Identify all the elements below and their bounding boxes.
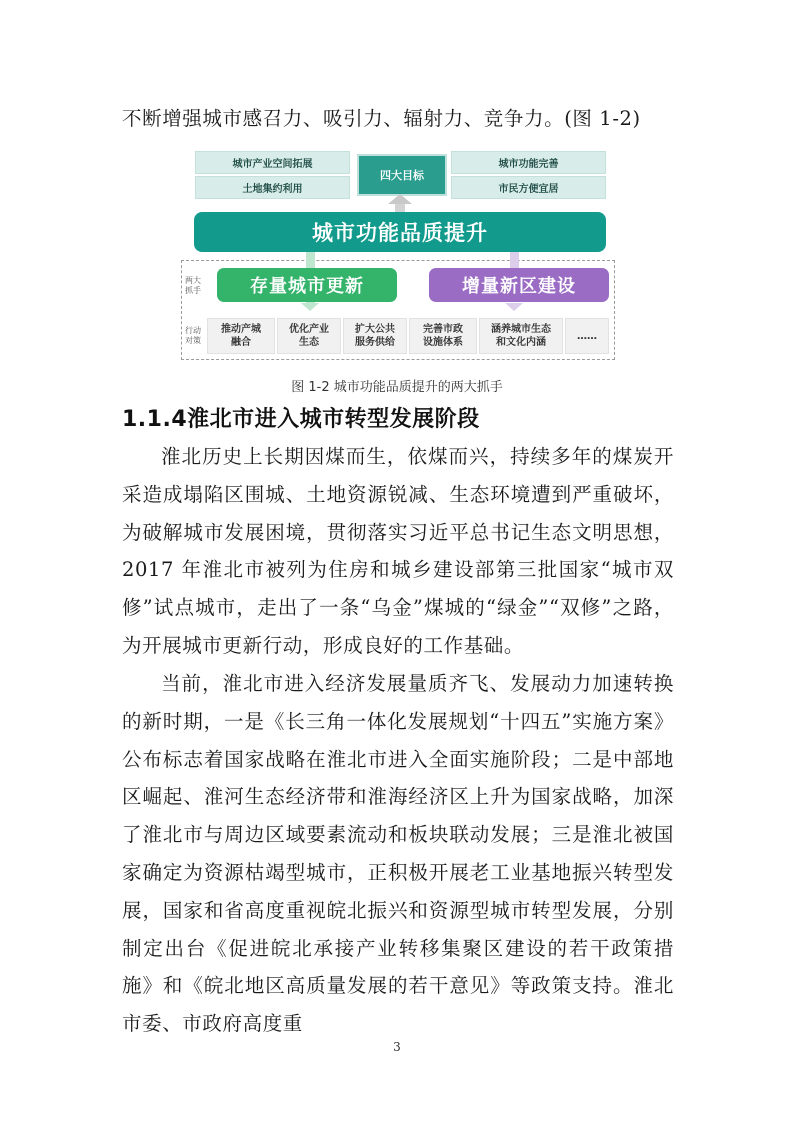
paragraph-2: 当前，淮北市进入经济发展量质齐飞、发展动力加速转换的新时期，一是《长三角一体化发展规划“十四五”实施方案》公布标志着国家战略在淮北市进入全面实施阶段；二是中部地区崛起、淮河生态经济带和淮海经济区上升为国家战略，加深了淮北市与周边区域要素流动和板块联动发展；三是淮北被国家确定为资源枯竭型城市，正积极开展老工业基地振兴转型发展，国家和省高度重视皖北振兴和资源型城市转型发展，分别制定出台《促进皖北承接产业转移集聚区建设的若干政策措施》和《皖北地区高质量发展的若干意见》等政策支持。淮北市委、市政府高度重 (122, 672, 674, 1036)
action-box: …… (565, 318, 609, 354)
figure-two-grips (185, 150, 608, 360)
down-arrow-icon (301, 303, 319, 311)
page-number: 3 (393, 1040, 401, 1054)
goal-box: 土地集约利用 (195, 176, 350, 199)
action-box: 涵养城市生态 和文化内涵 (479, 318, 563, 354)
paragraph-1: 淮北历史上长期因煤而生，依煤而兴，持续多年的煤炭开采造成塌陷区围城、土地资源锐减、生态环境遭到严重破坏，为破解城市发展困境，贯彻落实习近平总书记生态文明思想，2017 年淮北市被列为住房和城乡建设部第三批国家“城市双修”试点城市，走出了一条“乌金”煤城的“绿金”“双修”之路，为开展城市更新行动，形成良好的工作基础。 (122, 445, 674, 657)
action-box: 扩大公共 服务供给 (343, 318, 407, 354)
down-arrow-stem (510, 252, 519, 268)
main-goal-bar: 城市功能品质提升 (194, 212, 606, 252)
down-arrow-stem (306, 302, 315, 304)
action-box: 推动产城 融合 (207, 318, 275, 354)
paragraph-2-block (122, 665, 674, 1043)
grips-label: 两大 抓手 (185, 276, 201, 295)
figure-caption: 图 1-2 城市功能品质提升的两大抓手 (291, 380, 503, 395)
action-box: 优化产业 生态 (277, 318, 341, 354)
goal-box: 市民方便宜居 (451, 176, 606, 199)
goal-box: 城市产业空间拓展 (195, 151, 350, 174)
up-arrow-stem (395, 204, 405, 212)
up-arrow-icon (388, 194, 412, 204)
center-goal-box: 四大目标 (357, 154, 447, 196)
actions-label: 行动 对策 (185, 326, 201, 345)
down-arrow-icon (505, 303, 523, 311)
down-arrow-stem (306, 252, 315, 268)
goal-box: 城市功能完善 (451, 151, 606, 174)
section-heading: 1.1.4淮北市进入城市转型发展阶段 (122, 407, 480, 432)
intro-line: 不断增强城市感召力、吸引力、辐射力、竞争力。(图 1-2) (122, 107, 641, 130)
grip-new-district: 增量新区建设 (429, 268, 609, 302)
paragraph-1-block (122, 438, 674, 665)
action-box: 完善市政 设施体系 (409, 318, 477, 354)
grip-stock-renewal: 存量城市更新 (217, 268, 397, 302)
